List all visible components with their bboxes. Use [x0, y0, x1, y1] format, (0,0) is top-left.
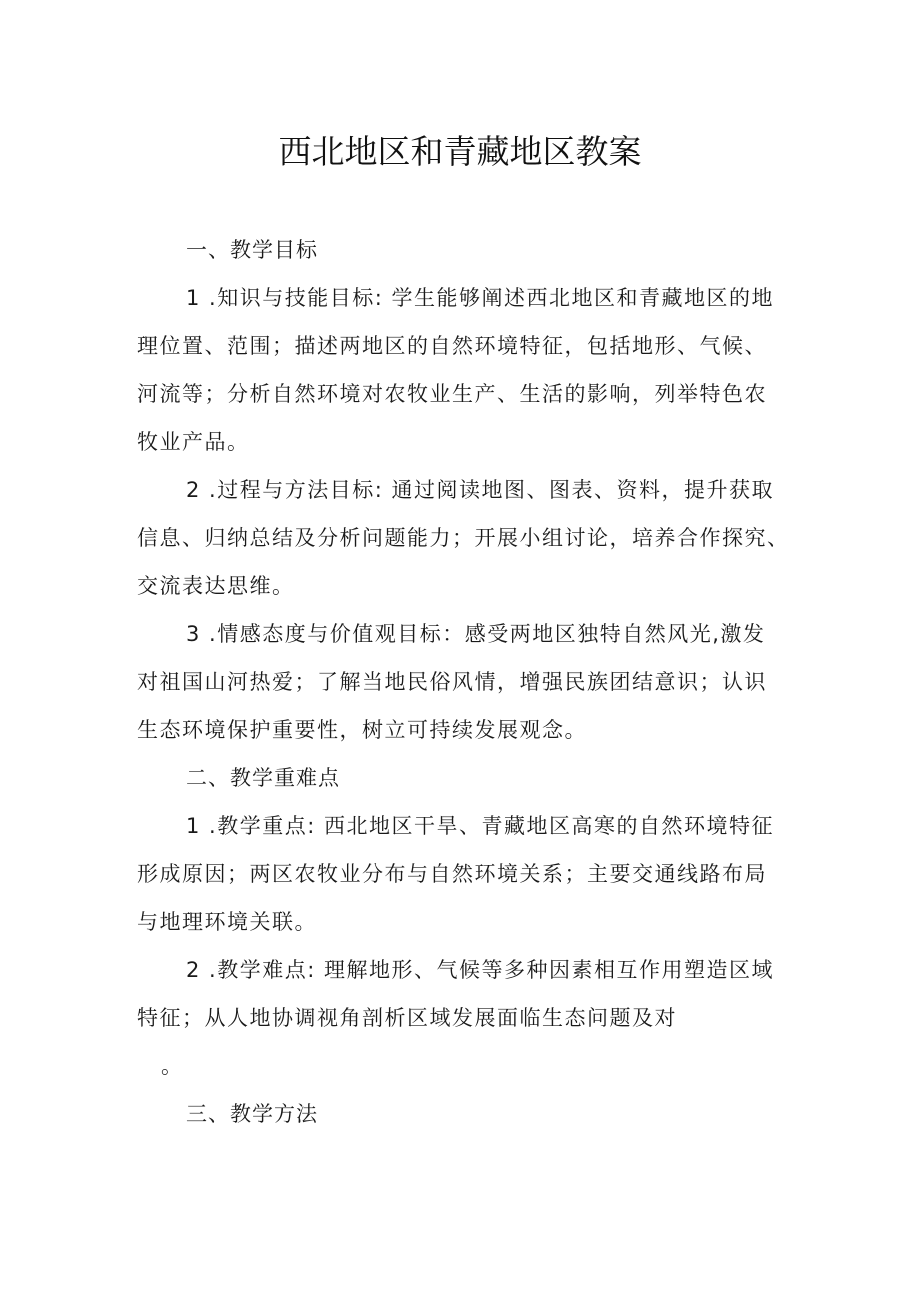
paragraph-teaching-difficulty	[137, 946, 792, 1090]
document-title: 西北地区和青藏地区教案	[278, 132, 642, 171]
paragraph-line-tail: 。	[161, 1054, 184, 1078]
document-body	[137, 226, 792, 1138]
section-heading-objectives: 一、教学目标	[186, 238, 318, 262]
section-heading-methods: 三、教学方法	[186, 1102, 318, 1126]
paragraph-line: 牧业产品。	[137, 430, 250, 454]
paragraph-line: 河流等；分析自然环境对农牧业生产、生活的影响，列举特色农	[137, 382, 767, 406]
paragraph-line: 1 .教学重点: 西北地区干旱、青藏地区高寒的自然环境特征	[186, 814, 774, 838]
paragraph-emotion-values	[137, 610, 792, 754]
paragraph-line: 信息、归纳总结及分析问题能力；开展小组讨论，培养合作探究、	[137, 526, 790, 550]
paragraph-line: 理位置、范围；描述两地区的自然环境特征，包括地形、气候、	[137, 334, 767, 358]
paragraph-line: 对祖国山河热爱；了解当地民俗风情，增强民族团结意识；认识	[137, 670, 767, 694]
paragraph-line: 2 .教学难点: 理解地形、气候等多种因素相互作用塑造区域	[186, 958, 774, 982]
paragraph-process-methods	[137, 466, 792, 610]
paragraph-line: 1 .知识与技能目标: 学生能够阐述西北地区和青藏地区的地	[186, 286, 774, 310]
paragraph-line: 3 .情感态度与价值观目标：感受两地区独特自然风光,激发	[186, 622, 766, 646]
paragraph-line: 2 .过程与方法目标: 通过阅读地图、图表、资料，提升获取	[186, 478, 774, 502]
paragraph-line: 交流表达思维。	[137, 574, 295, 598]
paragraph-teaching-focus	[137, 802, 792, 946]
paragraph-line: 形成原因；两区农牧业分布与自然环境关系；主要交通线路布局	[137, 862, 767, 886]
paragraph-line: 与地理环境关联。	[137, 910, 317, 934]
paragraph-knowledge-skills	[137, 274, 792, 466]
section-heading-key-points: 二、教学重难点	[186, 766, 340, 790]
paragraph-line: 生态环境保护重要性，树立可持续发展观念。	[137, 718, 587, 742]
paragraph-line: 特征；从人地协调视角剖析区域发展面临生态问题及对	[137, 1006, 677, 1030]
